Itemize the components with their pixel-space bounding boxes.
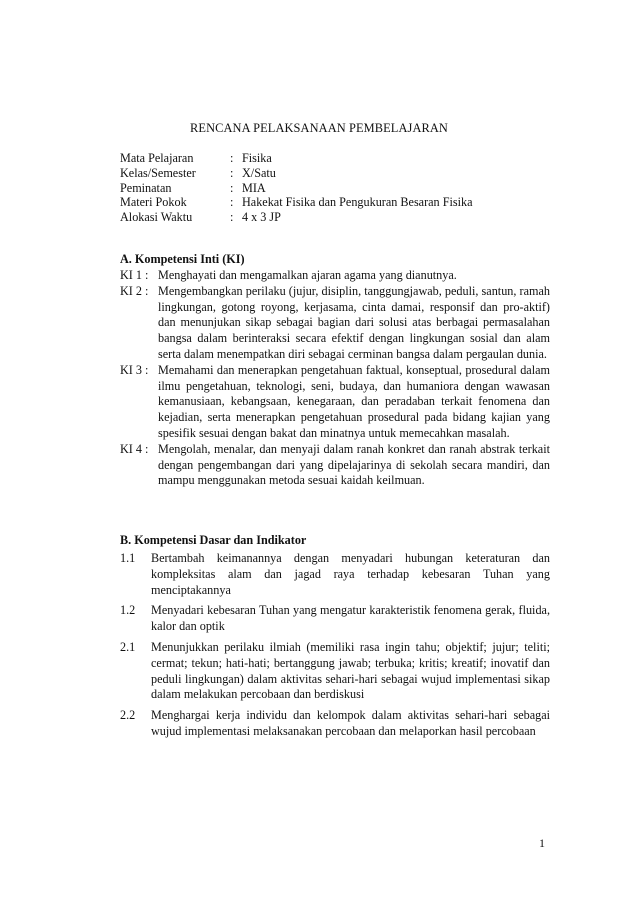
kd-text: Menyadari kebesaran Tuhan yang mengatur karakteristik fenomena gerak, fluida, kalor dan optik xyxy=(151,603,550,634)
meta-row xyxy=(120,151,540,166)
meta-value: Hakekat Fisika dan Pengukuran Besaran Fisika xyxy=(242,195,473,210)
ki-item xyxy=(120,284,550,363)
meta-colon: : xyxy=(230,195,234,210)
section-b-title: B. Kompetensi Dasar dan Indikator xyxy=(120,533,307,547)
document-title: RENCANA PELAKSANAAN PEMBELAJARAN xyxy=(190,121,448,135)
ki-number: KI 1 : xyxy=(120,268,149,282)
kd-item xyxy=(120,640,550,703)
meta-value: Fisika xyxy=(242,151,272,165)
meta-colon: : xyxy=(230,165,234,180)
kd-item xyxy=(120,551,550,598)
meta-colon: : xyxy=(230,210,234,225)
meta-label: Peminatan xyxy=(120,180,172,195)
ki-text: Mengolah, menalar, dan menyaji dalam ranah konkret dan ranah abstrak terkait dengan pengembangan dari yang dipelajarinya di sekolah secara mandiri, dan mampu menggunakan metoda sesuai kaidah keilmuan. xyxy=(158,441,550,488)
kd-item xyxy=(120,603,550,635)
ki-number: KI 4 : xyxy=(120,441,149,456)
kd-number: 1.2 xyxy=(120,603,136,618)
meta-colon: : xyxy=(230,151,234,165)
ki-number: KI 3 : xyxy=(120,362,149,377)
ki-item xyxy=(120,268,550,284)
meta-colon: : xyxy=(230,180,234,195)
meta-row xyxy=(120,166,540,181)
kd-text: Menghargai kerja individu dan kelompok dalam aktivitas sehari-hari sebagai wujud implementasi melaksanakan percobaan dan melaporkan hasil percobaan xyxy=(151,708,550,738)
meta-label: Materi Pokok xyxy=(120,195,187,210)
kd-number: 2.1 xyxy=(120,639,136,654)
meta-value: MIA xyxy=(242,180,266,195)
kd-text: Menunjukkan perilaku ilmiah (memiliki rasa ingin tahu; objektif; jujur; teliti; cermat; tekun; hati-hati; bertanggung jawab; terbuka; kritis; kreatif; inovatif dan peduli lingkungan) dalam aktivitas sehari-hari sebagai wujud implementasi sikap dalam melakukan percobaan dan berdiskusi xyxy=(151,639,550,702)
kd-number: 1.1 xyxy=(120,551,136,565)
kd-item xyxy=(120,708,550,740)
meta-label: Alokasi Waktu xyxy=(120,210,193,225)
ki-item xyxy=(120,442,550,489)
ki-text: Mengembangkan perilaku (jujur, disiplin, tanggungjawab, peduli, santun, ramah lingkungan, gotong royong, kerjasama, cinta damai, responsif dan pro-aktif) dan menunjukan sikap sebagai bagian dari solusi atas berbagai permasalahan bangsa dalam berinteraksi secara efektif dengan lingkungan sosial dan alam serta dalam menempatkan diri sebagai cerminan bangsa dalam pergaulan dunia. xyxy=(158,283,550,361)
core-competencies-list xyxy=(120,268,550,489)
ki-item xyxy=(120,363,550,442)
kd-number: 2.2 xyxy=(120,708,136,723)
meta-row xyxy=(120,195,540,210)
meta-row xyxy=(120,210,540,225)
ki-text: Menghayati dan mengamalkan ajaran agama yang dianutnya. xyxy=(158,268,457,282)
lesson-metadata xyxy=(120,151,540,225)
meta-label: Kelas/Semester xyxy=(120,165,196,180)
meta-label: Mata Pelajaran xyxy=(120,151,194,165)
ki-number: KI 2 : xyxy=(120,283,149,298)
ki-text: Memahami dan menerapkan pengetahuan faktual, konseptual, prosedural dalam ilmu pengetahuan, teknologi, seni, budaya, dan humaniora dengan wawasan kemanusiaan, kebangsaan, kenegaraan, dan peradaban terkait fenomena dan kejadian, serta menerapkan pengetahuan prosedural pada bidang kajian yang spesifik sesuai dengan bakat dan minatnya untuk memecahkan masalah. xyxy=(158,362,550,440)
kd-text: Bertambah keimanannya dengan menyadari hubungan keteraturan dan kompleksitas alam dan jagad raya terhadap kebesaran Tuhan yang menciptakannya xyxy=(151,551,550,597)
page-number: 1 xyxy=(539,836,545,850)
basic-competencies-list xyxy=(120,551,550,745)
meta-value: 4 x 3 JP xyxy=(242,210,281,225)
section-a-title: A. Kompetensi Inti (KI) xyxy=(120,252,245,266)
meta-row xyxy=(120,181,540,196)
meta-value: X/Satu xyxy=(242,165,276,180)
